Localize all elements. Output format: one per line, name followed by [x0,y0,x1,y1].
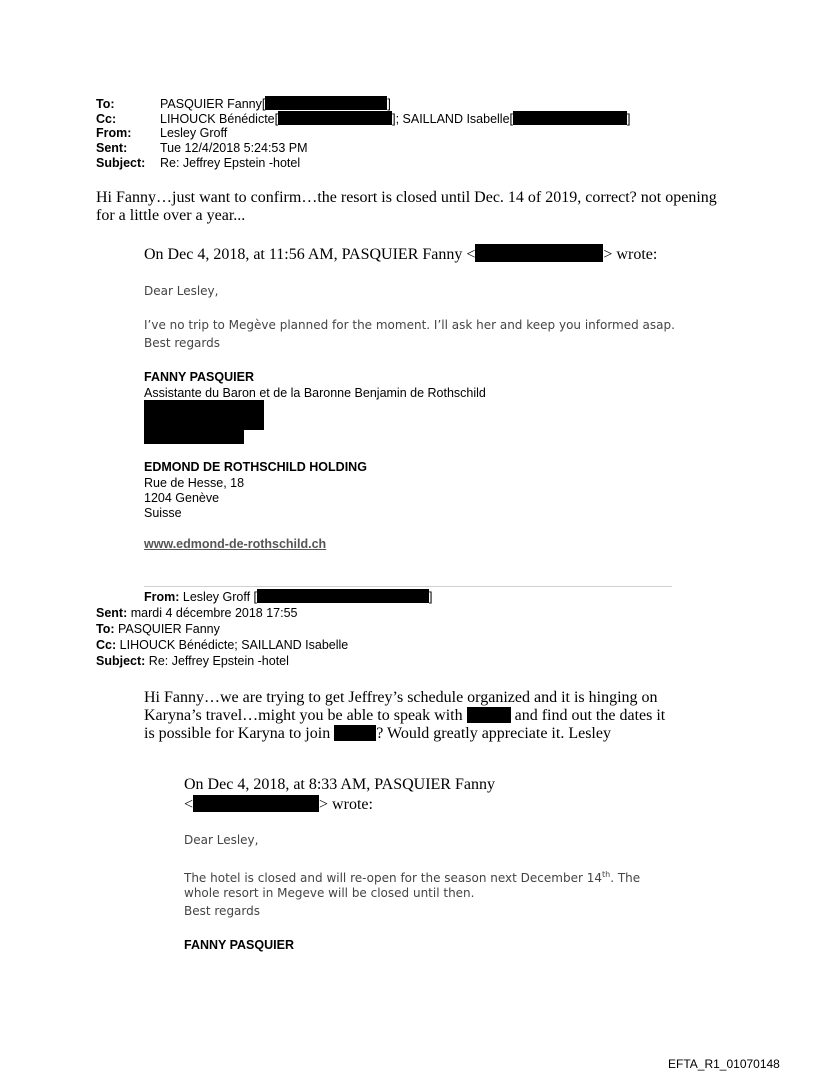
fw-subject-value: Re: Jeffrey Epstein -hotel [148,654,289,668]
quote2-intro-2 [184,795,373,814]
footer-doc-id: EFTA_R1_01070148 [668,1057,780,1071]
quote1-intro-end: > wrote: [603,246,658,263]
redaction-block [193,795,319,812]
quote2-intro-1: On Dec 4, 2018, at 8:33 AM, PASQUIER Fanny [184,776,495,793]
body-line-1: Hi Fanny…just want to confirm…the resort is closed until Dec. 14 of 2019, correct? not opening [96,189,717,206]
redaction-block [257,589,429,603]
fw-to-label: To: [96,622,115,636]
fw-cc-row [96,637,348,653]
quote2-greeting: Dear Lesley, [184,833,259,847]
quote1-line-1: I’ve no trip to Megève planned for the moment. I’ll ask her and keep you informed asap. [144,318,675,332]
header-to-value: PASQUIER Fanny[ [160,97,266,111]
body2-line-1: Hi Fanny…we are trying to get Jeffrey’s schedule organized and it is hinging on [144,689,658,706]
header-sent-value: Tue 12/4/2018 5:24:53 PM [160,141,308,155]
signature-address-3: Suisse [144,506,182,520]
fw-to-value: PASQUIER Fanny [118,622,220,636]
header-sent-label: Sent: [96,141,128,155]
fw-from-row [144,589,433,605]
divider [144,586,672,587]
header-cc-row [96,111,631,127]
signature-company-text: EDMOND DE ROTHSCHILD HOLDING [144,460,367,474]
fw-sent-label: Sent: [96,606,128,620]
redaction-block [467,707,511,723]
signature-name [144,370,254,385]
header-sent-row [96,141,308,156]
quote2-line-2: whole resort in Megeve will be closed until then. [184,886,475,900]
body2-line-3-start: is possible for Karyna to join [144,725,331,742]
header-from-value: Lesley Groff [160,126,228,140]
body2-line-3 [144,725,611,743]
body2-line-3-end: ? Would greatly appreciate it. Lesley [376,725,611,742]
signature-title: Assistante du Baron et de la Baronne Benjamin de Rothschild [144,386,486,400]
header-cc-label: Cc: [96,112,117,126]
header-cc-separator: ]; SAILLAND Isabelle[ [392,112,514,126]
fw-subject-label: Subject: [96,654,146,668]
signature-company [144,460,367,475]
body2-line-2-start: Karyna’s travel…might you be able to speak with [144,707,463,724]
redaction-block [144,400,264,430]
redaction-block [278,111,392,125]
signature-address-1: Rue de Hesse, 18 [144,476,245,490]
quote2-line-1-start: The hotel is closed and will re-open for the season next December 14 [184,871,602,885]
quote1-greeting: Dear Lesley, [144,284,219,298]
signature-name-text: FANNY PASQUIER [144,370,254,384]
body-line-2: for a little over a year... [96,207,246,224]
header-subject-row [96,156,300,171]
header-subject-label: Subject: [96,156,146,170]
fw-sent-row [96,605,298,621]
header-cc-value: LIHOUCK Bénédicte[ [160,112,279,126]
quote2-intro-start: < [184,796,194,813]
body2-line-2-end: and find out the dates it [514,707,666,724]
header-cc-close: ] [627,112,631,126]
header-to-row [96,96,391,112]
quote1-intro [144,244,657,264]
quote2-line-1-sup: th [601,870,611,879]
redaction-block [513,111,627,125]
quote1-line-2: Best regards [144,336,221,350]
fw-from-close: ] [429,590,433,604]
quote2-line-1-end: . The [610,871,641,885]
redaction-block [265,96,387,110]
redaction-block [334,725,376,741]
header-from-label: From: [96,126,132,140]
quote2-line-3: Best regards [184,904,261,918]
quote2-name-text: FANNY PASQUIER [184,938,294,952]
header-to-close: ] [387,97,391,111]
fw-from-label: From: [144,590,180,604]
header-to-label: To: [96,97,115,111]
header-subject-value: Re: Jeffrey Epstein -hotel [160,156,301,170]
fw-subject-row [96,653,289,669]
quote2-name [184,938,294,953]
fw-cc-label: Cc: [96,638,117,652]
redaction-block [475,244,603,262]
signature-website-link[interactable]: www.edmond-de-rothschild.ch [144,537,327,551]
quote1-intro-start: On Dec 4, 2018, at 11:56 AM, PASQUIER Fanny < [144,246,476,263]
fw-to-row [96,621,220,637]
fw-from-value: Lesley Groff [ [182,590,258,604]
redaction-block [144,430,244,444]
header-from-row [96,126,227,141]
body2-line-2 [144,707,665,725]
fw-cc-value: LIHOUCK Bénédicte; SAILLAND Isabelle [119,638,349,652]
signature-address-2: 1204 Genève [144,491,220,505]
fw-sent-value: mardi 4 décembre 2018 17:55 [130,606,298,620]
quote2-intro-end: > wrote: [319,796,373,813]
signature-website-row [144,537,326,552]
